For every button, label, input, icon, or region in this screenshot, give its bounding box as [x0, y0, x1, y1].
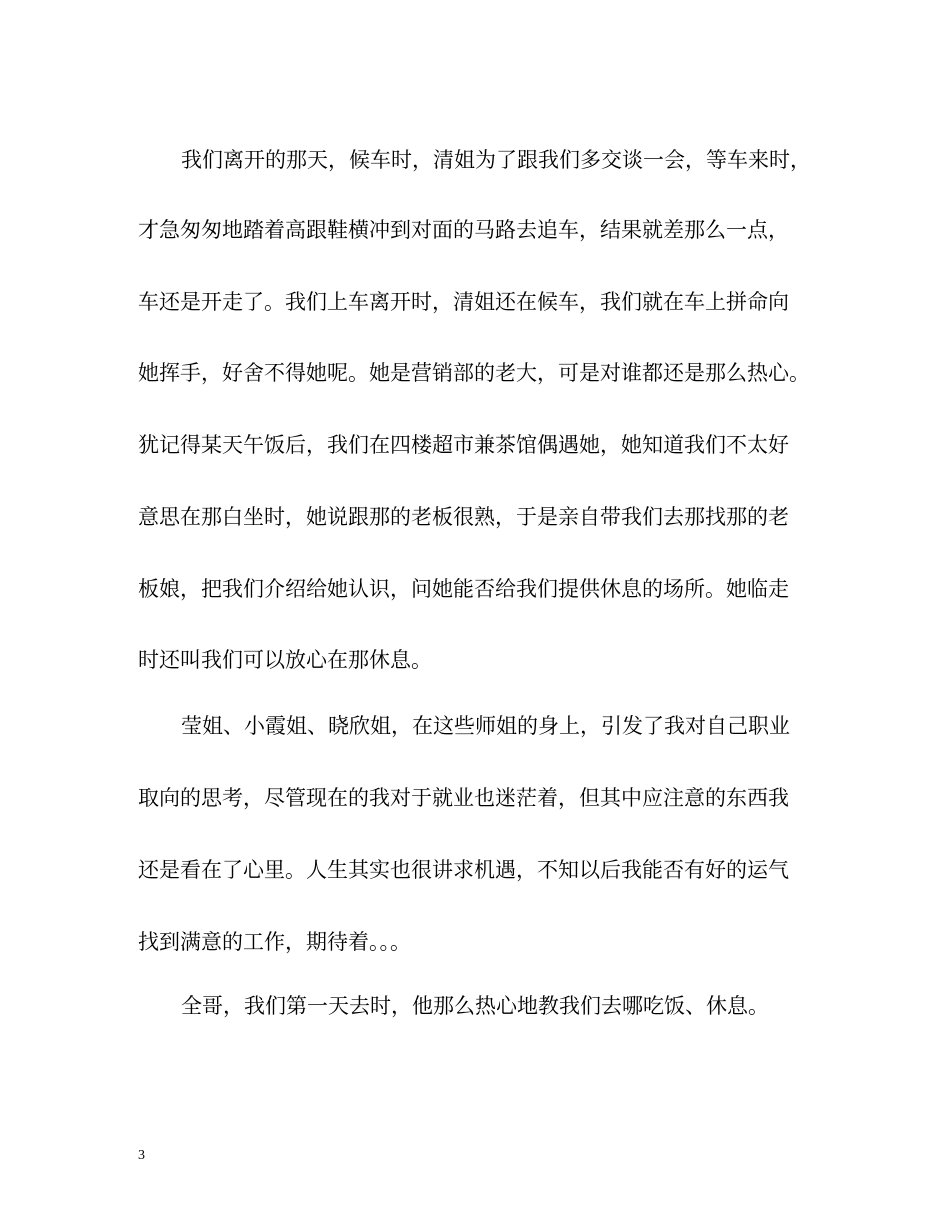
paragraph-2-line-4: 找到满意的工作，期待着。。。	[138, 930, 411, 954]
paragraph-3-line-1: 全哥，我们第一天去时，他那么热心地教我们去哪吃饭、休息。	[181, 994, 769, 1018]
paragraph-1-line-4: 她挥手，好舍不得她呢。她是营销部的老大，可是对谁都还是那么热心。	[138, 361, 810, 385]
paragraph-1-line-3: 车还是开走了。我们上车离开时，清姐还在候车，我们就在车上拼命向	[138, 290, 789, 314]
paragraph-2-line-1: 莹姐、小霞姐、晓欣姐，在这些师姐的身上，引发了我对自己职业	[181, 714, 790, 738]
paragraph-2-line-3: 还是看在了心里。人生其实也很讲求机遇，不知以后我能否有好的运气	[138, 858, 789, 882]
page-number: 3	[138, 1148, 145, 1163]
paragraph-1-line-1: 我们离开的那天，候车时，清姐为了跟我们多交谈一会，等车来时，	[181, 148, 811, 172]
paragraph-1-line-2: 才急匆匆地踏着高跟鞋横冲到对面的马路去追车，结果就差那么一点，	[138, 218, 789, 242]
paragraph-1-line-6: 意思在那白坐时，她说跟那的老板很熟，于是亲自带我们去那找那的老	[138, 505, 789, 529]
paragraph-1-line-8: 时还叫我们可以放心在那休息。	[138, 648, 432, 672]
paragraph-2-line-2: 取向的思考，尽管现在的我对于就业也迷茫着，但其中应注意的东西我	[138, 786, 789, 810]
paragraph-1-line-5: 犹记得某天午饭后，我们在四楼超市兼茶馆偶遇她，她知道我们不太好	[138, 433, 789, 457]
paragraph-1-line-7: 板娘，把我们介绍给她认识，问她能否给我们提供休息的场所。她临走	[138, 577, 789, 601]
